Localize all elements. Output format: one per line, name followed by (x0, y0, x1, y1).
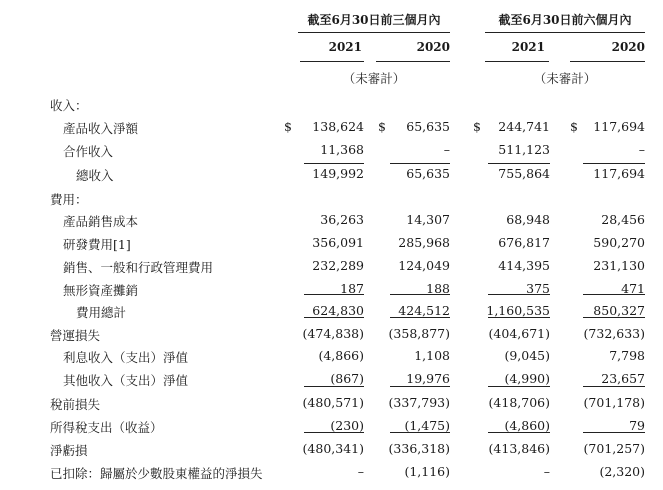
currency-symbol: $ (378, 119, 386, 134)
row-value: (336,318) (388, 441, 450, 456)
rule-before-total-exp-c4 (583, 294, 645, 295)
row-value: 65,635 (406, 119, 450, 134)
rule-before-netloss-c1 (304, 432, 364, 433)
rule-before-netloss-c4 (583, 432, 645, 433)
row-value: 7,798 (609, 348, 645, 363)
unaudited-label-6m: （未審計） (533, 71, 597, 86)
rule-before-pretax-c1 (304, 386, 364, 387)
rule-before-pretax-c4 (583, 386, 645, 387)
unaudited-label-3m: （未審計） (342, 71, 406, 86)
row-label: 所得稅支出（收益） (50, 420, 163, 435)
rule-after-collab-c1 (304, 163, 364, 164)
year-underline-3m-2021 (300, 61, 364, 62)
currency-symbol: $ (284, 119, 292, 134)
row-value: 124,049 (398, 258, 450, 273)
row-value: (413,846) (488, 441, 550, 456)
row-value: (474,838) (302, 326, 364, 341)
row-label: 銷售、一般和行政管理費用 (63, 260, 214, 275)
rule-after-collab-c3 (488, 163, 550, 164)
row-value: 676,817 (498, 235, 550, 250)
row-label: 淨虧損 (50, 443, 88, 458)
rule-before-pretax-c2 (390, 386, 450, 387)
row-value: (404,671) (488, 326, 550, 341)
row-value: (480,341) (302, 441, 364, 456)
rule-before-oploss-c1 (304, 317, 364, 318)
row-value: 14,307 (406, 212, 450, 227)
row-value: (480,571) (302, 395, 364, 410)
row-value: 138,624 (312, 119, 364, 134)
row-value: (4,990) (504, 371, 550, 386)
row-value: 36,263 (320, 212, 364, 227)
row-label: 總收入 (76, 168, 114, 183)
row-value: 850,327 (593, 303, 645, 318)
row-value: – (638, 142, 645, 157)
row-label: 稅前損失 (50, 397, 101, 412)
row-value: (2,320) (599, 464, 645, 479)
rule-before-oploss-c4 (583, 317, 645, 318)
row-label: 已扣除：歸屬於少數股東權益的淨損失 (50, 466, 263, 481)
row-label: 利息收入（支出）淨值 (63, 350, 189, 365)
row-label: 產品銷售成本 (63, 214, 139, 229)
period-6m-header: 截至6月30日前六個月內 (498, 13, 632, 27)
row-value: 375 (526, 281, 550, 296)
row-value: (4,866) (318, 348, 364, 363)
row-value: – (357, 464, 364, 479)
rule-before-total-exp-c3 (488, 294, 550, 295)
row-value: (358,877) (388, 326, 450, 341)
row-value: 285,968 (398, 235, 450, 250)
year-underline-3m-2020 (376, 61, 450, 62)
year-header-3m-2020: 2020 (416, 40, 450, 54)
period-3m-underline (298, 32, 450, 33)
row-value: 471 (621, 281, 645, 296)
row-value: (418,706) (488, 395, 550, 410)
row-label: 合作收入 (63, 144, 114, 159)
row-label: 營運損失 (50, 328, 101, 343)
row-value: 356,091 (312, 235, 364, 250)
currency-symbol: $ (570, 119, 578, 134)
row-value: 1,160,535 (486, 303, 550, 318)
rule-before-netloss-c2 (390, 432, 450, 433)
rule-after-collab-c4 (583, 163, 645, 164)
row-value: (701,178) (583, 395, 645, 410)
row-value: 755,864 (498, 166, 550, 181)
row-value: 79 (629, 418, 645, 433)
row-value: 511,123 (498, 142, 550, 157)
row-value: – (543, 464, 550, 479)
row-value: 414,395 (498, 258, 550, 273)
row-label: 費用總計 (76, 305, 127, 320)
row-value: 28,456 (601, 212, 645, 227)
row-label: 研發費用[1] (63, 237, 131, 252)
row-label: 收入： (50, 98, 88, 113)
row-value: (732,633) (583, 326, 645, 341)
row-value: 188 (426, 281, 450, 296)
row-label: 無形資產攤銷 (63, 283, 139, 298)
rule-before-netloss-c3 (488, 432, 550, 433)
row-value: 232,289 (312, 258, 364, 273)
year-header-6m-2021: 2021 (511, 40, 545, 54)
rule-before-oploss-c3 (488, 317, 550, 318)
row-value: 149,992 (312, 166, 364, 181)
row-value: (867) (330, 371, 364, 386)
period-3m-header: 截至6月30日前三個月內 (307, 13, 441, 27)
row-value: (1,475) (404, 418, 450, 433)
year-underline-6m-2020 (570, 61, 645, 62)
row-value: (701,257) (583, 441, 645, 456)
row-value: 117,694 (593, 119, 645, 134)
rule-after-collab-c2 (390, 163, 450, 164)
row-label: 其他收入（支出）淨值 (63, 373, 189, 388)
year-header-6m-2020: 2020 (611, 40, 645, 54)
row-value: 23,657 (601, 371, 645, 386)
row-value: 231,130 (593, 258, 645, 273)
rule-before-total-exp-c2 (390, 294, 450, 295)
row-value: 68,948 (506, 212, 550, 227)
year-header-3m-2021: 2021 (328, 40, 362, 54)
year-underline-6m-2021 (485, 61, 549, 62)
period-6m-underline (485, 32, 645, 33)
rule-before-pretax-c3 (488, 386, 550, 387)
row-value: (4,860) (504, 418, 550, 433)
row-value: 590,270 (593, 235, 645, 250)
rule-before-total-exp-c1 (304, 294, 364, 295)
row-value: 1,108 (414, 348, 450, 363)
row-value: (337,793) (388, 395, 450, 410)
row-label: 產品收入淨額 (63, 121, 139, 136)
rule-before-oploss-c2 (390, 317, 450, 318)
row-value: – (443, 142, 450, 157)
row-value: 11,368 (320, 142, 364, 157)
row-label: 費用： (50, 192, 88, 207)
row-value: 187 (340, 281, 364, 296)
row-value: 19,976 (406, 371, 450, 386)
row-value: 117,694 (593, 166, 645, 181)
row-value: (230) (330, 418, 364, 433)
row-value: 244,741 (498, 119, 550, 134)
row-value: (1,116) (404, 464, 450, 479)
row-value: 65,635 (406, 166, 450, 181)
row-value: (9,045) (504, 348, 550, 363)
row-value: 424,512 (398, 303, 450, 318)
row-value: 624,830 (312, 303, 364, 318)
currency-symbol: $ (473, 119, 481, 134)
